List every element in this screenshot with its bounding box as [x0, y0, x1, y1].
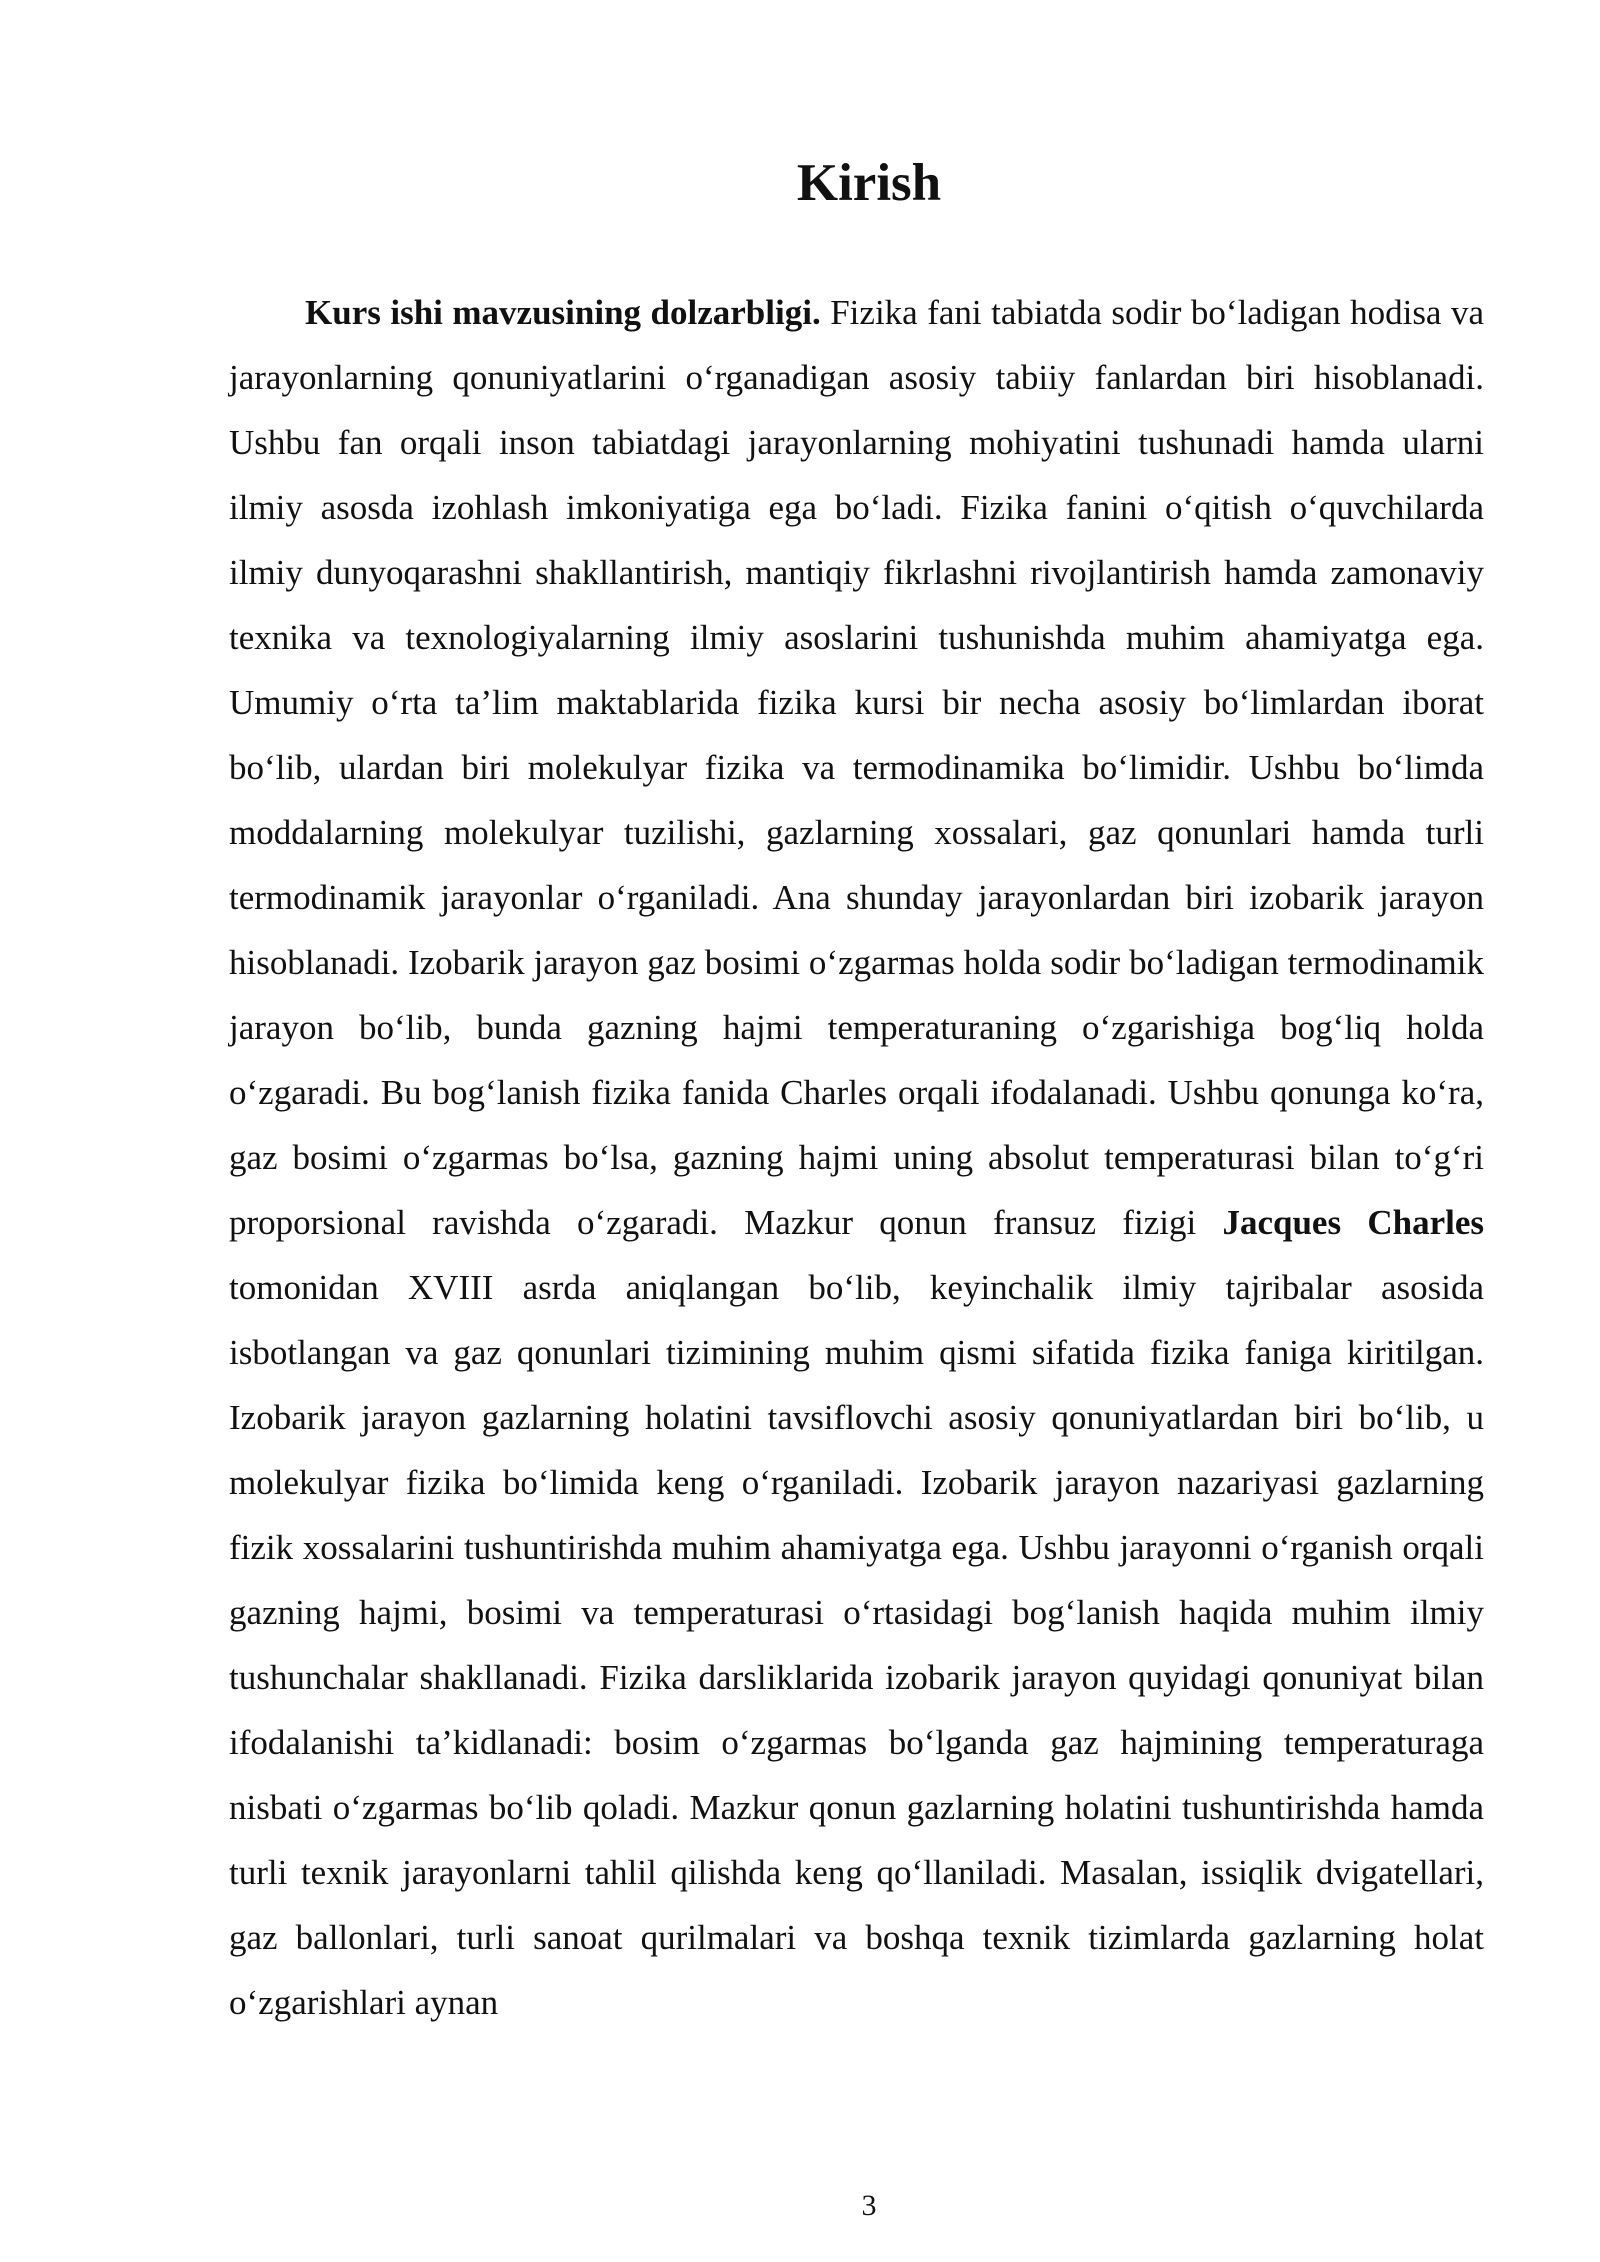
paragraph-lead: Kurs ishi mavzusining dolzarbligi. — [305, 293, 821, 332]
paragraph-text-part2: tomonidan XVIII asrda aniqlangan bo‘lib, keyinchalik ilmiy tajribalar asosida isbotlangan va gaz qonunlari tizimining muhim qismi sifatida fizika faniga kiritilgan. Izobarik jarayon gazlarning holatini tavsiflovchi asosiy qonuniyatlardan biri bo‘lib, u molekulyar fizika bo‘limida keng o‘rganiladi. Izobarik jarayon nazariyasi gazlarning fizik xossalarini tushuntirishda muhim ahamiyatga ega. Ushbu jarayonni o‘rganish orqali gazning hajmi, bosimi va temperaturasi o‘rtasidagi bog‘lanish haqida muhim ilmiy tushunchalar shakllanadi. Fizika darsliklarida izobarik jarayon quyidagi qonuniyat bilan ifodalanishi ta’kidlanadi: bosim o‘zgarmas bo‘lganda gaz hajmining temperaturaga nisbati o‘zgarmas bo‘lib qoladi. Mazkur qonun gazlarning holatini tushuntirishda hamda turli texnik jarayonlarni tahlil qilishda keng qo‘llaniladi. Masalan, issiqlik dvigatellari, gaz ballonlari, turli sanoat qurilmalari va boshqa texnik tizimlarda gazlarning holat o‘zgarishlari aynan — [229, 1268, 1484, 2022]
paragraph-text-part1: Fizika fani tabiatda sodir bo‘ladigan hodisa va jarayonlarning qonuniyatlarini o‘rganadigan asosiy tabiiy fanlardan biri hisoblanadi. Ushbu fan orqali inson tabiatdagi jarayonlarning mohiyatini tushunadi hamda ularni ilmiy asosda izohlash imkoniyatiga ega bo‘ladi. Fizika fanini o‘qitish o‘quvchilarda ilmiy dunyoqarashni shakllantirish, mantiqiy fikrlashni rivojlantirish hamda zamonaviy texnika va texnologiyalarning ilmiy asoslarini tushunishda muhim ahamiyatga ega. Umumiy o‘rta ta’lim maktablarida fizika kursi bir necha asosiy bo‘limlardan iborat bo‘lib, ulardan biri molekulyar fizika va termodinamika bo‘limidir. Ushbu bo‘limda moddalarning molekulyar tuzilishi, gazlarning xossalari, gaz qonunlari hamda turli termodinamik jarayonlar o‘rganiladi. Ana shunday jarayonlardan biri izobarik jarayon hisoblanadi. Izobarik jarayon gaz bosimi o‘zgarmas holda sodir bo‘ladigan termodinamik jarayon bo‘lib, bunda gazning hajmi temperaturaning o‘zgarishiga bog‘liq holda o‘zgaradi. Bu bog‘lanish fizika fanida Charles orqali ifodalanadi. Ushbu qonunga ko‘ra, gaz bosimi o‘zgarmas bo‘lsa, gazning hajmi uning absolut temperaturasi bilan to‘g‘ri proporsional ravishda o‘zgaradi. Mazkur qonun fransuz fizigi — [229, 293, 1485, 1242]
body-paragraph — [229, 280, 1484, 2035]
page-number: 3 — [861, 2189, 877, 2222]
scientist-name: Jacques Charles — [1222, 1203, 1484, 1242]
page-title: Kirish — [796, 154, 942, 212]
